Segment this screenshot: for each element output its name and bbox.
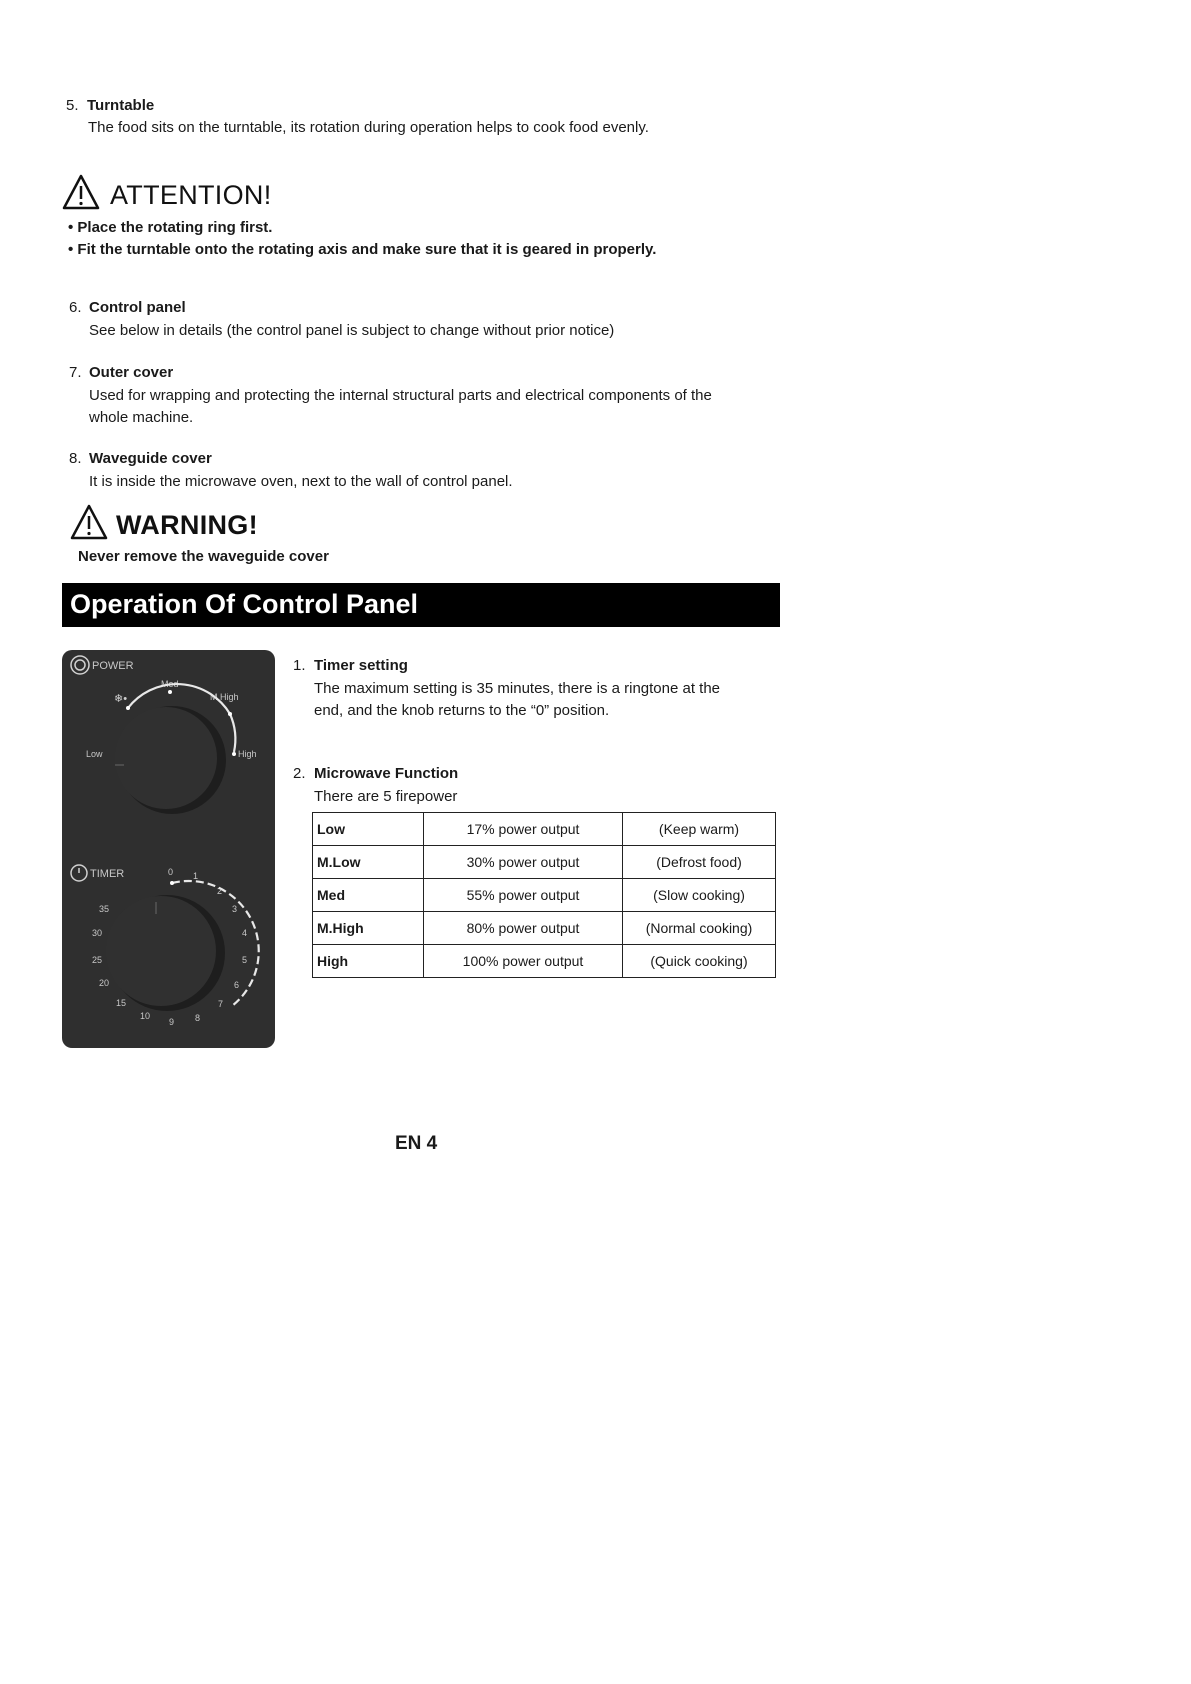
timer-mark: 3 — [232, 904, 238, 914]
section-banner — [62, 583, 780, 627]
item-7-title: Outer cover — [89, 364, 174, 381]
power-knob[interactable] — [115, 706, 226, 814]
warning-title: WARNING! — [116, 510, 258, 540]
timer-mark: 1 — [193, 871, 199, 881]
timer-mark: 25 — [92, 955, 103, 965]
timer-mark: 7 — [218, 999, 224, 1009]
attention-bullet-1: • Place the rotating ring first. — [68, 219, 273, 236]
power-level: Low — [313, 813, 424, 846]
section-title: Operation Of Control Panel — [70, 589, 419, 619]
power-level: Med — [313, 879, 424, 912]
timer-mark: 0 — [168, 867, 174, 877]
power-mark-mhigh: M.High — [210, 692, 239, 702]
item-5-body: The food sits on the turntable, its rotation during operation helps to cook food evenly. — [88, 119, 649, 136]
attention-bullet-2-text: Fit the turntable onto the rotating axis and make sure that it is geared in properly. — [77, 241, 657, 258]
power-output: 30% power output — [424, 846, 623, 879]
warning-triangle-icon — [62, 174, 100, 210]
operation-1-title: Timer setting — [314, 657, 408, 674]
table-row — [313, 912, 776, 945]
attention-title: ATTENTION! — [110, 180, 272, 210]
power-level: M.High — [313, 912, 424, 945]
attention-bullet-2: • Fit the turntable onto the rotating axis and make sure that it is geared in properly. — [68, 241, 657, 258]
control-panel-image — [62, 650, 275, 1048]
snowflake-icon: ❄• — [114, 693, 128, 705]
operation-1-body-line-2: end, and the knob returns to the “0” position. — [314, 702, 610, 719]
item-6-number: 6. — [69, 299, 82, 316]
table-row — [313, 813, 776, 846]
timer-mark: 30 — [92, 928, 103, 938]
power-table — [312, 812, 776, 978]
operation-1-number: 1. — [293, 657, 306, 674]
timer-mark: 20 — [99, 978, 110, 988]
item-8-title: Waveguide cover — [89, 450, 212, 467]
power-icon — [71, 656, 89, 674]
timer-label: TIMER — [90, 868, 125, 880]
operation-2-number: 2. — [293, 765, 306, 782]
power-output: 55% power output — [424, 879, 623, 912]
warning-triangle-icon — [70, 504, 108, 540]
timer-mark: 4 — [242, 928, 248, 938]
item-7-number: 7. — [69, 364, 82, 381]
timer-knob[interactable] — [106, 895, 225, 1011]
power-description: (Slow cooking) — [623, 879, 776, 912]
item-6-body: See below in details (the control panel is subject to change without prior notice) — [89, 322, 615, 339]
item-5-number: 5. — [66, 97, 79, 114]
item-5-title: Turntable — [87, 97, 155, 114]
timer-mark: 5 — [242, 955, 248, 965]
item-8-number: 8. — [69, 450, 82, 467]
power-mark-high: High — [238, 749, 257, 759]
table-row — [313, 879, 776, 912]
power-description: (Normal cooking) — [623, 912, 776, 945]
item-6-title: Control panel — [89, 299, 186, 316]
power-output: 17% power output — [424, 813, 623, 846]
power-description: (Defrost food) — [623, 846, 776, 879]
power-output: 100% power output — [424, 945, 623, 978]
item-7-body-line-1: Used for wrapping and protecting the internal structural parts and electrical components of the — [89, 387, 712, 404]
operation-2-title: Microwave Function — [314, 765, 459, 782]
power-output: 80% power output — [424, 912, 623, 945]
power-level: High — [313, 945, 424, 978]
power-mark-med: Med — [161, 679, 179, 689]
timer-mark: 8 — [195, 1013, 201, 1023]
power-level: M.Low — [313, 846, 424, 879]
warning-text: Never remove the waveguide cover — [78, 548, 329, 565]
table-row — [313, 945, 776, 978]
timer-mark: 2 — [217, 886, 223, 896]
timer-mark: 35 — [99, 904, 110, 914]
table-row — [313, 846, 776, 879]
operation-2-body: There are 5 firepower — [314, 788, 458, 805]
power-description: (Keep warm) — [623, 813, 776, 846]
power-label: POWER — [92, 660, 134, 672]
timer-mark: 15 — [116, 998, 127, 1008]
timer-mark: 9 — [169, 1017, 175, 1027]
power-mark-low: Low — [86, 749, 103, 759]
item-7-body-line-2: whole machine. — [89, 409, 194, 426]
power-description: (Quick cooking) — [623, 945, 776, 978]
attention-bullet-1-text: Place the rotating ring first. — [77, 219, 273, 236]
timer-mark: 10 — [140, 1011, 151, 1021]
operation-1-body-line-1: The maximum setting is 35 minutes, there is a ringtone at the — [314, 680, 721, 697]
timer-icon — [71, 865, 87, 881]
page-number: EN 4 — [395, 1133, 438, 1154]
item-8-body: It is inside the microwave oven, next to the wall of control panel. — [89, 473, 513, 490]
timer-mark: 6 — [234, 980, 240, 990]
